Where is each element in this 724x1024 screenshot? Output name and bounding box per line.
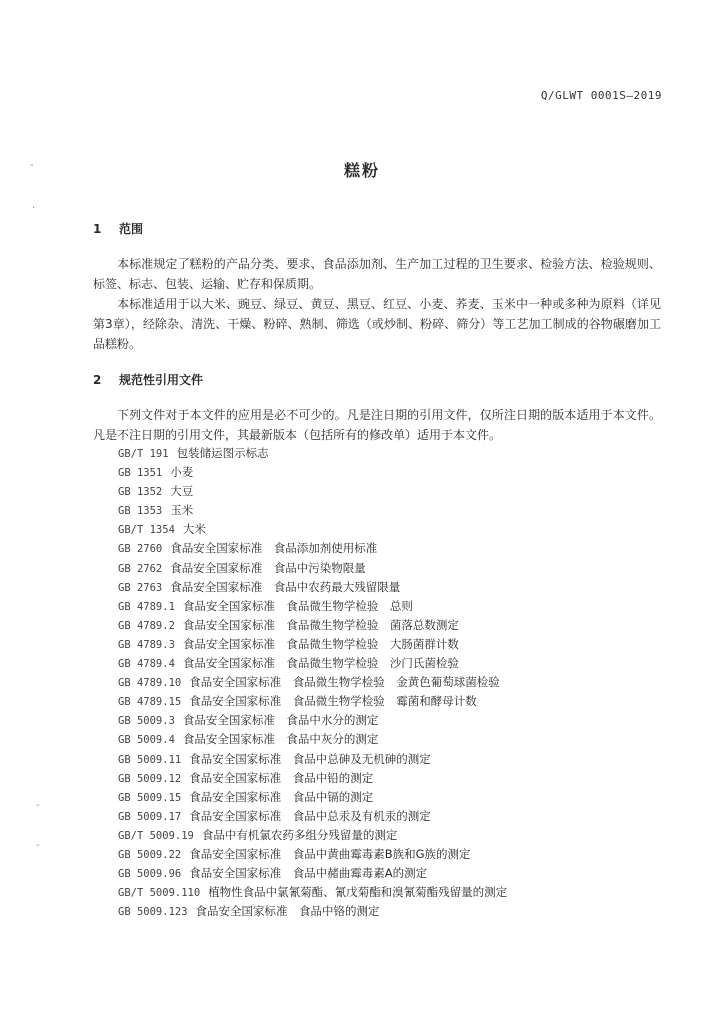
reference-code: GB/T 191 [118,448,169,460]
reference-name: 食品安全国家标准 食品中灰分的测定 [182,732,379,747]
scan-speck: - [36,800,40,811]
reference-list [118,444,507,921]
reference-name: 食品安全国家标准 食品微生物学检验 菌落总数测定 [182,617,459,632]
reference-code: GB/T 1354 [118,524,175,537]
reference-name: 食品安全国家标准 食品微生物学检验 金黄色葡萄球菌检验 [189,675,500,690]
scan-speck: . [32,200,36,211]
reference-item [118,444,507,463]
reference-code: GB 1352 [118,486,163,499]
section-heading-scope [93,220,143,237]
scope-paragraph-1: 本标准规定了糕粉的产品分类、要求、食品添加剂、生产加工过程的卫生要求、检验方法、检验规则、标签、标志、包装、运输、贮存和保质期。 [93,257,661,291]
reference-item [118,463,507,482]
reference-name: 包装储运图示标志 [176,446,269,460]
reference-item [118,711,507,730]
reference-code: GB 4789.15 [118,696,182,709]
reference-code: GB 5009.123 [118,906,188,919]
reference-name: 食品安全国家标准 食品微生物学检验 沙门氏菌检验 [182,656,459,671]
reference-item [118,539,507,558]
reference-code: GB 5009.3 [118,715,175,728]
reference-name: 食品安全国家标准 食品中农药最大残留限量 [170,579,401,594]
section-title: 范围 [119,222,144,236]
scope-paragraph-2: 本标准适用于以大米、豌豆、绿豆、黄豆、黑豆、红豆、小麦、荞麦、玉米中一种或多种为原料（详见第3章），经除杂、清洗、干燥、粉碎、熟制、筛选（或炒制、粉碎、筛分）等工艺加工制成的谷物碾磨加工品糕粉。 [93,297,661,351]
reference-code: GB 5009.11 [118,753,182,766]
section-heading-normative [93,371,203,388]
reference-item [118,730,507,749]
reference-name: 食品安全国家标准 食品中污染物限量 [170,560,366,575]
reference-code: GB 4789.4 [118,658,175,671]
reference-name: 食品安全国家标准 食品微生物学检验 总则 [182,598,413,613]
reference-name: 食品安全国家标准 食品中黄曲霉毒素B族和G族的测定 [189,846,471,861]
reference-name: 食品安全国家标准 食品微生物学检验 霉菌和酵母计数 [189,694,477,709]
reference-item [118,654,507,673]
reference-code: GB 4789.3 [118,638,175,651]
reference-item [118,750,507,769]
section-number: 2 [93,373,102,387]
reference-name: 食品安全国家标准 食品中水分的测定 [182,713,379,728]
reference-item [118,635,507,654]
reference-name: 食品安全国家标准 食品微生物学检验 大肠菌群计数 [182,636,459,651]
scan-speck: - [30,160,34,171]
reference-code: GB 5009.15 [118,791,182,804]
reference-name: 食品安全国家标准 食品中总砷及无机砷的测定 [189,751,431,766]
reference-item [118,692,507,711]
reference-code: GB/T 5009.19 [118,829,194,842]
reference-code: GB 5009.17 [118,810,182,823]
reference-code: GB 4789.1 [118,600,175,613]
reference-code: GB 4789.2 [118,619,175,632]
reference-code: GB 5009.22 [118,848,182,861]
reference-item [118,826,507,845]
reference-item [118,559,507,578]
reference-name: 大豆 [170,484,194,499]
reference-name: 小麦 [170,465,194,480]
reference-code: GB/T 5009.110 [118,887,201,900]
reference-code: GB 4789.10 [118,677,182,690]
reference-name: 食品安全国家标准 食品中镉的测定 [189,789,374,804]
reference-code: GB 5009.12 [118,772,182,785]
reference-name: 大米 [182,522,206,537]
standard-code: Q/GLWT 0001S—2019 [540,89,662,102]
reference-name: 食品中有机氯农药多组分残留量的测定 [201,827,398,842]
reference-item [118,807,507,826]
reference-code: GB 1351 [118,467,163,480]
reference-name: 食品安全国家标准 食品中总汞及有机汞的测定 [189,808,431,823]
reference-name: 植物性食品中氯氰菊酯、氰戊菊酯和溴氰菊酯残留量的测定 [208,885,508,900]
reference-item [118,578,507,597]
document-title: 糕粉 [343,161,380,180]
reference-code: GB 2760 [118,543,163,556]
reference-item [118,482,507,501]
reference-item [118,788,507,807]
reference-name: 食品安全国家标准 食品中铬的测定 [195,904,380,919]
section-title: 规范性引用文件 [119,373,204,387]
reference-item [118,501,507,520]
reference-item [118,902,507,921]
normative-intro: 下列文件对于本文件的应用是必不可少的。凡是注日期的引用文件，仅所注日期的版本适用于本文件。凡是不注日期的引用文件，其最新版本（包括所有的修改单）适用于本文件。 [93,408,661,442]
scan-speck: - [36,840,40,851]
reference-code: GB 1353 [118,505,163,518]
reference-item [118,673,507,692]
reference-name: 食品安全国家标准 食品中赭曲霉毒素A的测定 [189,866,428,881]
reference-code: GB 5009.4 [118,734,175,747]
reference-name: 玉米 [170,503,194,518]
reference-code: GB 2763 [118,581,163,594]
reference-item [118,616,507,635]
reference-item [118,597,507,616]
reference-code: GB 2762 [118,562,163,575]
reference-item [118,883,507,902]
reference-item [118,845,507,864]
reference-name: 食品安全国家标准 食品中铅的测定 [189,770,374,785]
reference-item [118,864,507,883]
reference-item [118,520,507,539]
reference-item [118,769,507,788]
section-number: 1 [93,222,102,236]
reference-name: 食品安全国家标准 食品添加剂使用标准 [170,541,378,556]
reference-code: GB 5009.96 [118,868,182,881]
